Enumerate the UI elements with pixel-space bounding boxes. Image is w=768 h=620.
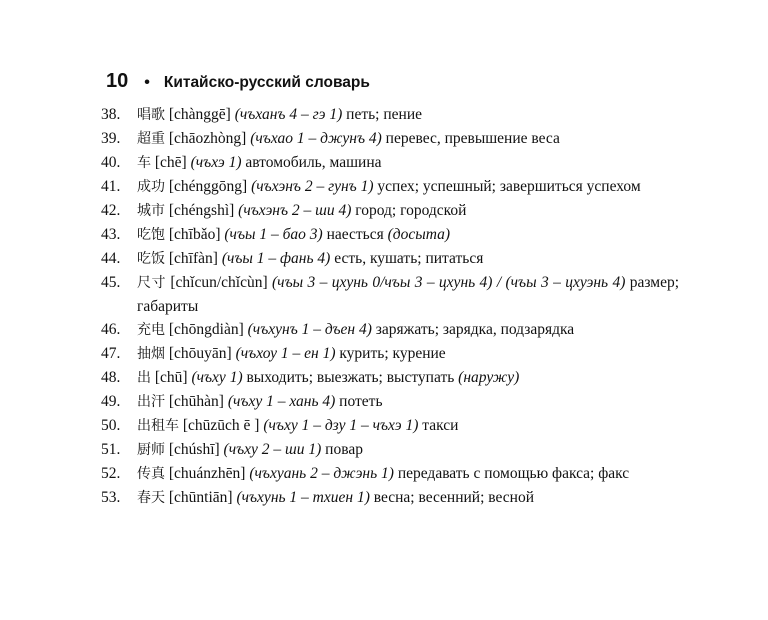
entry-transliteration: (чъхуань 2 – джэнь 1) <box>249 465 394 482</box>
entry-pinyin: [chāozhòng] <box>168 130 247 147</box>
entry-number: 40. <box>101 154 121 171</box>
entry-hanzi: 超重 <box>137 131 165 147</box>
entry-meaning: перевес, превышение веса <box>385 130 560 147</box>
entry-meaning: наесться <box>326 226 384 243</box>
entry-pinyin: [chībǎo] <box>168 226 221 243</box>
entry-transliteration: (чъху 1) <box>191 369 243 386</box>
dictionary-entry <box>101 390 679 414</box>
entry-pinyin: [chénggōng] <box>168 178 248 195</box>
entry-transliteration: (чъхэнъ 2 – ши 4) <box>238 202 352 219</box>
dictionary-entry <box>101 486 679 510</box>
dictionary-entry <box>101 318 679 342</box>
entry-hanzi: 唱歌 <box>137 107 165 123</box>
entry-pinyin: [chūhàn] <box>168 393 224 410</box>
entry-transliteration: (чъху 1 – хань 4) <box>227 393 336 410</box>
entry-hanzi: 出汗 <box>137 394 165 410</box>
entry-number: 41. <box>101 178 121 195</box>
entry-text <box>137 127 679 151</box>
entry-hanzi: 抽烟 <box>137 346 165 362</box>
entry-transliteration: (чъхэнъ 2 – гунъ 1) <box>251 178 374 195</box>
entry-text <box>137 175 679 199</box>
entry-meaning: выходить; выезжать; выступать <box>246 369 455 386</box>
entry-text <box>137 103 679 127</box>
entry-transliteration: (чъху 1 – дзу 1 – чъхэ 1) <box>263 417 419 434</box>
entry-text <box>137 438 679 462</box>
entry-number: 49. <box>101 393 121 410</box>
entry-transliteration: (чъхэ 1) <box>190 154 242 171</box>
dictionary-entry <box>101 462 679 486</box>
entry-pinyin: [chū] <box>154 369 188 386</box>
entry-number: 53. <box>101 489 121 506</box>
entry-number: 50. <box>101 417 121 434</box>
entry-hanzi: 车 <box>137 155 151 171</box>
entry-hanzi: 出 <box>137 370 151 386</box>
entry-note: (досыта) <box>387 226 451 243</box>
entry-hanzi: 吃饱 <box>137 227 165 243</box>
dictionary-entry <box>101 103 679 127</box>
entry-text <box>137 223 679 247</box>
entry-text <box>137 247 679 271</box>
entry-transliteration: (чъханъ 4 – гэ 1) <box>234 106 343 123</box>
dictionary-entry <box>101 127 679 151</box>
entry-number: 52. <box>101 465 121 482</box>
entry-transliteration: (чъхоу 1 – ен 1) <box>235 345 336 362</box>
entry-number: 47. <box>101 345 121 362</box>
entry-hanzi: 尺寸 <box>137 275 166 291</box>
entry-transliteration: (чъы 1 – фань 4) <box>221 250 331 267</box>
entry-number: 38. <box>101 106 121 123</box>
entry-meaning: есть, кушать; питаться <box>334 250 484 267</box>
entry-meaning: автомобиль, машина <box>245 154 382 171</box>
entry-number: 45. <box>101 274 121 291</box>
entry-note: (наружу) <box>458 369 520 386</box>
dictionary-entry <box>101 271 679 318</box>
dictionary-entry <box>101 151 679 175</box>
entry-number: 42. <box>101 202 121 219</box>
entry-transliteration: (чъхао 1 – джунъ 4) <box>250 130 382 147</box>
entry-text <box>137 390 679 414</box>
entry-transliteration: (чъы 1 – бао 3) <box>224 226 323 243</box>
entry-hanzi: 出租车 <box>137 418 179 434</box>
entry-pinyin: [chōuyān] <box>168 345 232 362</box>
entry-meaning: повар <box>325 441 363 458</box>
dictionary-entry <box>101 175 679 199</box>
entry-hanzi: 春天 <box>137 490 165 506</box>
dictionary-entry <box>101 438 679 462</box>
entry-meaning: успех; успешный; завершиться успехом <box>377 178 641 195</box>
entry-meaning: размер; габариты <box>137 274 680 315</box>
entry-hanzi: 城市 <box>137 203 165 219</box>
dictionary-entry <box>101 247 679 271</box>
entry-meaning: такси <box>422 417 459 434</box>
entry-pinyin: [chǐcun/chǐcùn] <box>170 274 268 291</box>
dictionary-entry <box>101 223 679 247</box>
entry-number: 39. <box>101 130 121 147</box>
entry-text <box>137 318 679 342</box>
entry-meaning: передавать с помощью факса; факс <box>397 465 630 482</box>
dictionary-entry <box>101 199 679 223</box>
entry-number: 48. <box>101 369 121 386</box>
dictionary-entry <box>101 342 679 366</box>
entry-meaning: петь; пение <box>346 106 422 123</box>
entry-meaning: город; городской <box>355 202 467 219</box>
page-title: Китайско-русский словарь <box>163 74 370 91</box>
entry-text <box>137 414 679 438</box>
entry-pinyin: [chīfàn] <box>168 250 218 267</box>
entry-text <box>137 151 679 175</box>
entry-list <box>101 103 679 510</box>
entry-pinyin: [chéngshì] <box>168 202 235 219</box>
entry-pinyin: [chuánzhēn] <box>168 465 246 482</box>
entry-transliteration: (чъхунъ 1 – дъен 4) <box>247 321 372 338</box>
entry-pinyin: [chōngdiàn] <box>168 321 244 338</box>
entry-pinyin: [chūntiān] <box>168 489 233 506</box>
entry-number: 44. <box>101 250 121 267</box>
entry-transliteration: (чъы 3 – цхунь 0/чъы 3 – цхунь 4) / (чъы 3 – цхуэнь 4) <box>272 274 626 291</box>
entry-number: 43. <box>101 226 121 243</box>
entry-text <box>137 366 679 390</box>
entry-pinyin: [chànggē] <box>168 106 231 123</box>
entry-meaning: потеть <box>339 393 383 410</box>
header-bullet: • <box>144 74 150 91</box>
entry-hanzi: 传真 <box>137 466 165 482</box>
entry-pinyin: [chē] <box>154 154 187 171</box>
dictionary-entry <box>101 414 679 438</box>
entry-number: 51. <box>101 441 121 458</box>
entry-text <box>137 486 679 510</box>
entry-meaning: курить; курение <box>339 345 446 362</box>
entry-meaning: заряжать; зарядка, подзарядка <box>375 321 575 338</box>
entry-hanzi: 厨师 <box>137 442 165 458</box>
entry-text <box>137 462 679 486</box>
dictionary-entry <box>101 366 679 390</box>
entry-hanzi: 成功 <box>137 179 165 195</box>
entry-pinyin: [chūzūch ē ] <box>182 417 260 434</box>
entry-transliteration: (чъхунь 1 – тхиен 1) <box>236 489 370 506</box>
entry-text <box>137 271 679 318</box>
entry-pinyin: [chúshī] <box>168 441 220 458</box>
entry-number: 46. <box>101 321 121 338</box>
page-number: 10 <box>106 70 129 92</box>
entry-hanzi: 充电 <box>137 322 165 338</box>
entry-hanzi: 吃饭 <box>137 251 165 267</box>
entry-transliteration: (чъху 2 – ши 1) <box>223 441 322 458</box>
page-header <box>106 70 370 93</box>
entry-meaning: весна; весенний; весной <box>373 489 534 506</box>
entry-text <box>137 199 679 223</box>
entry-text <box>137 342 679 366</box>
